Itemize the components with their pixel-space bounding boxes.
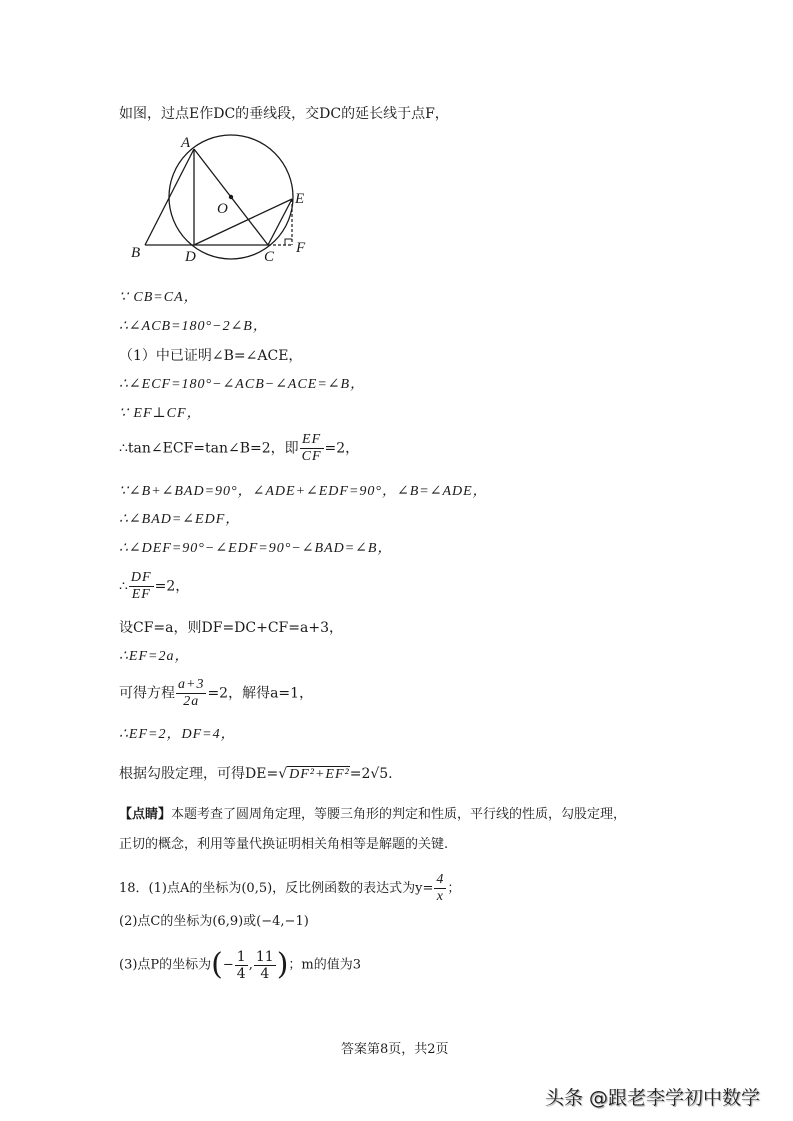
step-13: 可得方程 $\frac{a+3}{2a}$ =2，解得a=1， [119,677,314,709]
step-6: ∴tan∠ECF=tan∠B=2，即 $\frac{EF}{CF}$ =2， [119,432,360,464]
svg-text:B: B [131,245,141,261]
step-15: 根据勾股定理，可得DE=√ DF²+EF²=2√5. [119,766,393,782]
svg-text:D: D [185,249,196,265]
step-12: ∴EF=2a， [119,649,190,664]
intro-text: 如图，过点E作DC的垂线段，交DC的延长线于点F， [119,106,449,122]
svg-text:C: C [264,249,275,265]
comment-tag: 【点睛】 [119,807,172,822]
step-3: （1）中已证明∠B=∠ACE， [119,348,303,364]
q18-part-1: 18．(1)点A的坐标为(0,5)，反比例函数的表达式为y= $\frac{4}{x}$ ； [119,872,461,904]
step-2: ∴∠ACB=180°−2∠B， [119,319,268,334]
page-footer: 答案第8页，共2页 [341,1042,449,1057]
step-7: ∵∠B+∠BAD=90°，∠ADE+∠EDF=90°，∠B=∠ADE， [119,484,488,499]
svg-text:A: A [181,135,191,151]
step-4: ∴∠ECF=180°−∠ACB−∠ACE=∠B， [119,377,366,392]
q18-part-2: (2)点C的坐标为(6,9)或(−4,−1) [119,914,309,929]
step-11: 设CF=a，则DF=DC+CF=a+3， [119,620,343,636]
comment-line-2: 正切的概念，利用等量代换证明相关角相等是解题的关键. [119,837,449,852]
step-14: ∴EF=2，DF=4， [119,727,236,742]
step-8: ∴∠BAD=∠EDF， [119,512,241,527]
watermark: 头条 @跟老李学初中数学 [545,1087,761,1109]
svg-text:F: F [296,240,306,256]
q18-part-3: (3)点P的坐标为(− $\frac{1}{4}$ , $\frac{11}{4}$ )；m的值为3 [119,947,362,982]
step-5: ∵ EF⊥CF， [119,406,202,421]
geometry-figure [125,130,325,270]
step-1: ∵ CB=CA， [119,290,199,305]
svg-text:E: E [295,191,305,207]
comment-line-1: 【点睛】本题考查了圆周角定理，等腰三角形的判定和性质，平行线的性质，勾股定理， [119,807,627,822]
step-10: ∴ $\frac{DF}{EF}$ =2， [119,570,190,602]
step-9: ∴∠DEF=90°−∠EDF=90°−∠BAD=∠B， [119,541,393,556]
svg-text:O: O [217,201,228,217]
